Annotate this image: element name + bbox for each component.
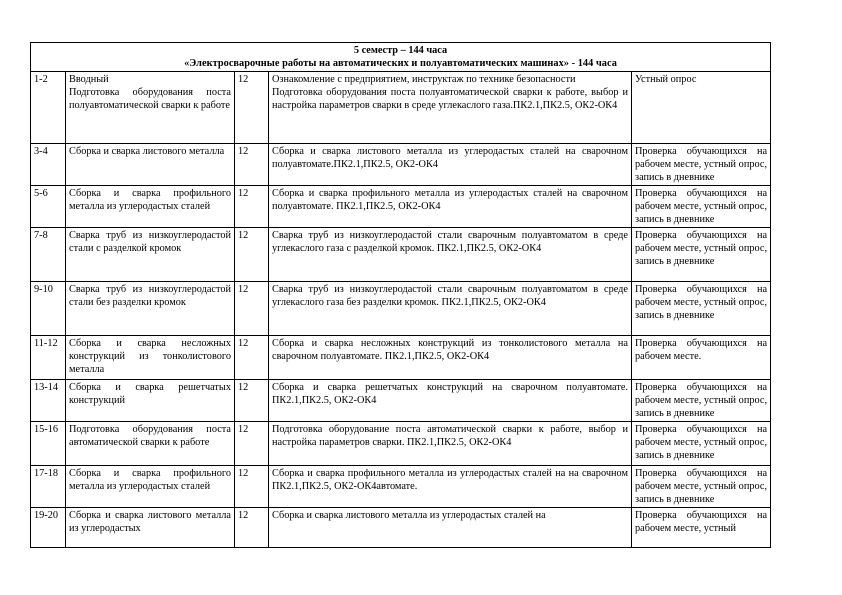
content-cell bbox=[269, 228, 632, 282]
control-form-text: Проверка обучающихся на рабочем месте. bbox=[635, 338, 768, 362]
topic-cell bbox=[66, 186, 235, 228]
control-form-text: Проверка обучающихся на рабочем месте, устный bbox=[635, 510, 768, 534]
topic-cell bbox=[66, 380, 235, 422]
hours-cell bbox=[235, 282, 269, 336]
content-cell bbox=[269, 282, 632, 336]
hours-cell bbox=[235, 466, 269, 508]
content-cell bbox=[269, 144, 632, 186]
lesson-number: 15-16 bbox=[34, 424, 59, 435]
lesson-number-cell bbox=[31, 336, 66, 380]
table-row bbox=[31, 72, 771, 144]
topic-text: Подготовка оборудования поста полуавтоматической сварки к работе bbox=[69, 87, 231, 111]
content-cell bbox=[269, 336, 632, 380]
hours-value: 12 bbox=[238, 382, 249, 393]
control-form-cell bbox=[632, 336, 771, 380]
topic-cell bbox=[66, 282, 235, 336]
table-row bbox=[31, 422, 771, 466]
table-title-cell bbox=[31, 43, 771, 72]
topic-cell bbox=[66, 422, 235, 466]
control-form-cell bbox=[632, 508, 771, 548]
control-form-cell bbox=[632, 144, 771, 186]
hours-value: 12 bbox=[238, 338, 249, 349]
topic-text: Сборка и сварка профильного металла из углеродастых сталей bbox=[69, 188, 231, 212]
topic-text: Сборка и сварка решетчатых конструкций bbox=[69, 382, 231, 406]
lesson-number: 5-6 bbox=[34, 188, 48, 199]
lesson-number: 13-14 bbox=[34, 382, 59, 393]
hours-value: 12 bbox=[238, 146, 249, 157]
topic-text: Сборка и сварка профильного металла из углеродастых сталей bbox=[69, 468, 231, 492]
control-form-text: Проверка обучающихся на рабочем месте, устный опрос, запись в дневнике bbox=[635, 284, 768, 321]
topic-text: Сборка и сварка листового металла из углеродастых bbox=[69, 510, 231, 534]
hours-cell bbox=[235, 72, 269, 144]
content-cell bbox=[269, 380, 632, 422]
table-row bbox=[31, 186, 771, 228]
hours-cell bbox=[235, 422, 269, 466]
control-form-cell bbox=[632, 186, 771, 228]
hours-value: 12 bbox=[238, 284, 249, 295]
control-form-cell bbox=[632, 380, 771, 422]
hours-value: 12 bbox=[238, 510, 249, 521]
control-form-cell bbox=[632, 422, 771, 466]
content-text: Сварка труб из низкоуглеродастой стали сварочным полуавтоматом в среде углекаслого газа без разделки кромок. ПК2.1,ПК2.5, ОК2-ОК4 bbox=[272, 284, 628, 308]
table-row bbox=[31, 228, 771, 282]
hours-value: 12 bbox=[238, 424, 249, 435]
lesson-number: 11-12 bbox=[34, 338, 58, 349]
topic-text: Сварка труб из низкоуглеродастой стали без разделки кромок bbox=[69, 284, 231, 308]
hours-value: 12 bbox=[238, 188, 249, 199]
control-form-text: Проверка обучающихся на рабочем месте, устный опрос, запись в дневнике bbox=[635, 424, 768, 461]
lesson-number: 1-2 bbox=[34, 74, 48, 85]
content-text: Подготовка оборудования поста полуавтоматической сварки к работе, выбор и настройка параметров сварки в среде углекаслого газа.ПК2.1,ПК2.5, ОК2-ОК4 bbox=[272, 87, 628, 111]
topic-cell bbox=[66, 144, 235, 186]
document-page bbox=[30, 42, 770, 548]
hours-value: 12 bbox=[238, 74, 249, 85]
topic-cell bbox=[66, 466, 235, 508]
semester-heading: 5 семестр – 144 часа bbox=[353, 45, 448, 56]
topic-text: Вводный bbox=[69, 74, 109, 85]
hours-cell bbox=[235, 228, 269, 282]
table-row bbox=[31, 508, 771, 548]
hours-cell bbox=[235, 144, 269, 186]
content-text: Ознакомление с предприятием, инструктаж по технике безопасности bbox=[272, 74, 576, 85]
control-form-text: Проверка обучающихся на рабочем месте, устный опрос, запись в дневнике bbox=[635, 230, 768, 267]
lesson-number-cell bbox=[31, 380, 66, 422]
lesson-number-cell bbox=[31, 186, 66, 228]
topic-text: Сборка и сварка листового металла bbox=[69, 146, 225, 157]
topic-text: Сборка и сварка несложных конструкций из тонколистового металла bbox=[69, 338, 231, 375]
hours-cell bbox=[235, 186, 269, 228]
content-cell bbox=[269, 422, 632, 466]
topic-cell bbox=[66, 228, 235, 282]
control-form-cell bbox=[632, 228, 771, 282]
hours-cell bbox=[235, 508, 269, 548]
hours-cell bbox=[235, 380, 269, 422]
content-text: Сборка и сварка листового металла из углеродастых сталей на bbox=[272, 510, 546, 521]
topic-cell bbox=[66, 508, 235, 548]
module-heading: «Электросварочные работы на автоматических и полуавтоматических машинах» - 144 часа bbox=[184, 58, 617, 69]
content-text: Сборка и сварка профильного металла из углеродастых сталей на сварочном полуавтомате. ПК2.1,ПК2.5, ОК2-ОК4 bbox=[272, 188, 628, 212]
content-text: Подготовка оборудование поста автоматической сварки к работе, выбор и настройка параметров сварки. ПК2.1,ПК2.5, ОК2-ОК4 bbox=[272, 424, 628, 448]
hours-value: 12 bbox=[238, 230, 249, 241]
table-title-row bbox=[31, 43, 771, 72]
lesson-number-cell bbox=[31, 508, 66, 548]
topic-text: Подготовка оборудования поста автоматической сварки к работе bbox=[69, 424, 231, 448]
hours-value: 12 bbox=[238, 468, 249, 479]
control-form-cell bbox=[632, 466, 771, 508]
lesson-number: 17-18 bbox=[34, 468, 59, 479]
control-form-text: Устный опрос bbox=[635, 74, 697, 85]
content-cell bbox=[269, 72, 632, 144]
content-cell bbox=[269, 186, 632, 228]
table-row bbox=[31, 336, 771, 380]
lesson-number-cell bbox=[31, 282, 66, 336]
lesson-number: 7-8 bbox=[34, 230, 48, 241]
table-row bbox=[31, 282, 771, 336]
lesson-number: 19-20 bbox=[34, 510, 59, 521]
lesson-number-cell bbox=[31, 466, 66, 508]
topic-cell bbox=[66, 336, 235, 380]
lesson-number-cell bbox=[31, 228, 66, 282]
content-text: Сборка и сварка решетчатых конструкций на сварочном полуавтомате. ПК2.1,ПК2.5, ОК2-ОК4 bbox=[272, 382, 628, 406]
lesson-number-cell bbox=[31, 72, 66, 144]
control-form-text: Проверка обучающихся на рабочем месте, устный опрос, запись в дневнике bbox=[635, 146, 768, 183]
control-form-cell bbox=[632, 282, 771, 336]
lesson-number-cell bbox=[31, 144, 66, 186]
page-bottom-margin bbox=[0, 556, 842, 595]
topic-cell bbox=[66, 72, 235, 144]
control-form-cell bbox=[632, 72, 771, 144]
table-row bbox=[31, 466, 771, 508]
content-text: Сборка и сварка листового металла из углеродастых сталей на сварочном полуавтомате.ПК2.1,ПК2.5, ОК2-ОК4 bbox=[272, 146, 628, 170]
control-form-text: Проверка обучающихся на рабочем месте, устный опрос, запись в дневнике bbox=[635, 188, 768, 225]
hours-cell bbox=[235, 336, 269, 380]
practice-plan-table bbox=[30, 42, 771, 548]
content-text: Сварка труб из низкоуглеродастой стали сварочным полуавтоматом в среде углекаслого газа с разделкой кромок. ПК2.1,ПК2.5, ОК2-ОК4 bbox=[272, 230, 628, 254]
content-cell bbox=[269, 466, 632, 508]
lesson-number: 3-4 bbox=[34, 146, 48, 157]
content-text: Сборка и сварка профильного металла из углеродастых сталей на на сварочном ПК2.1,ПК2.5, ОК2-ОК4автомате. bbox=[272, 468, 628, 492]
content-text: Сборка и сварка несложных конструкций из тонколистового металла на сварочном полуавтомате. ПК2.1,ПК2.5, ОК2-ОК4 bbox=[272, 338, 628, 362]
lesson-number: 9-10 bbox=[34, 284, 53, 295]
content-cell bbox=[269, 508, 632, 548]
topic-text: Сварка труб из низкоуглеродастой стали с разделкой кромок bbox=[69, 230, 231, 254]
control-form-text: Проверка обучающихся на рабочем месте, устный опрос, запись в дневнике bbox=[635, 382, 768, 419]
table-row bbox=[31, 380, 771, 422]
control-form-text: Проверка обучающихся на рабочем месте, устный опрос, запись в дневнике bbox=[635, 468, 768, 505]
lesson-number-cell bbox=[31, 422, 66, 466]
table-row bbox=[31, 144, 771, 186]
